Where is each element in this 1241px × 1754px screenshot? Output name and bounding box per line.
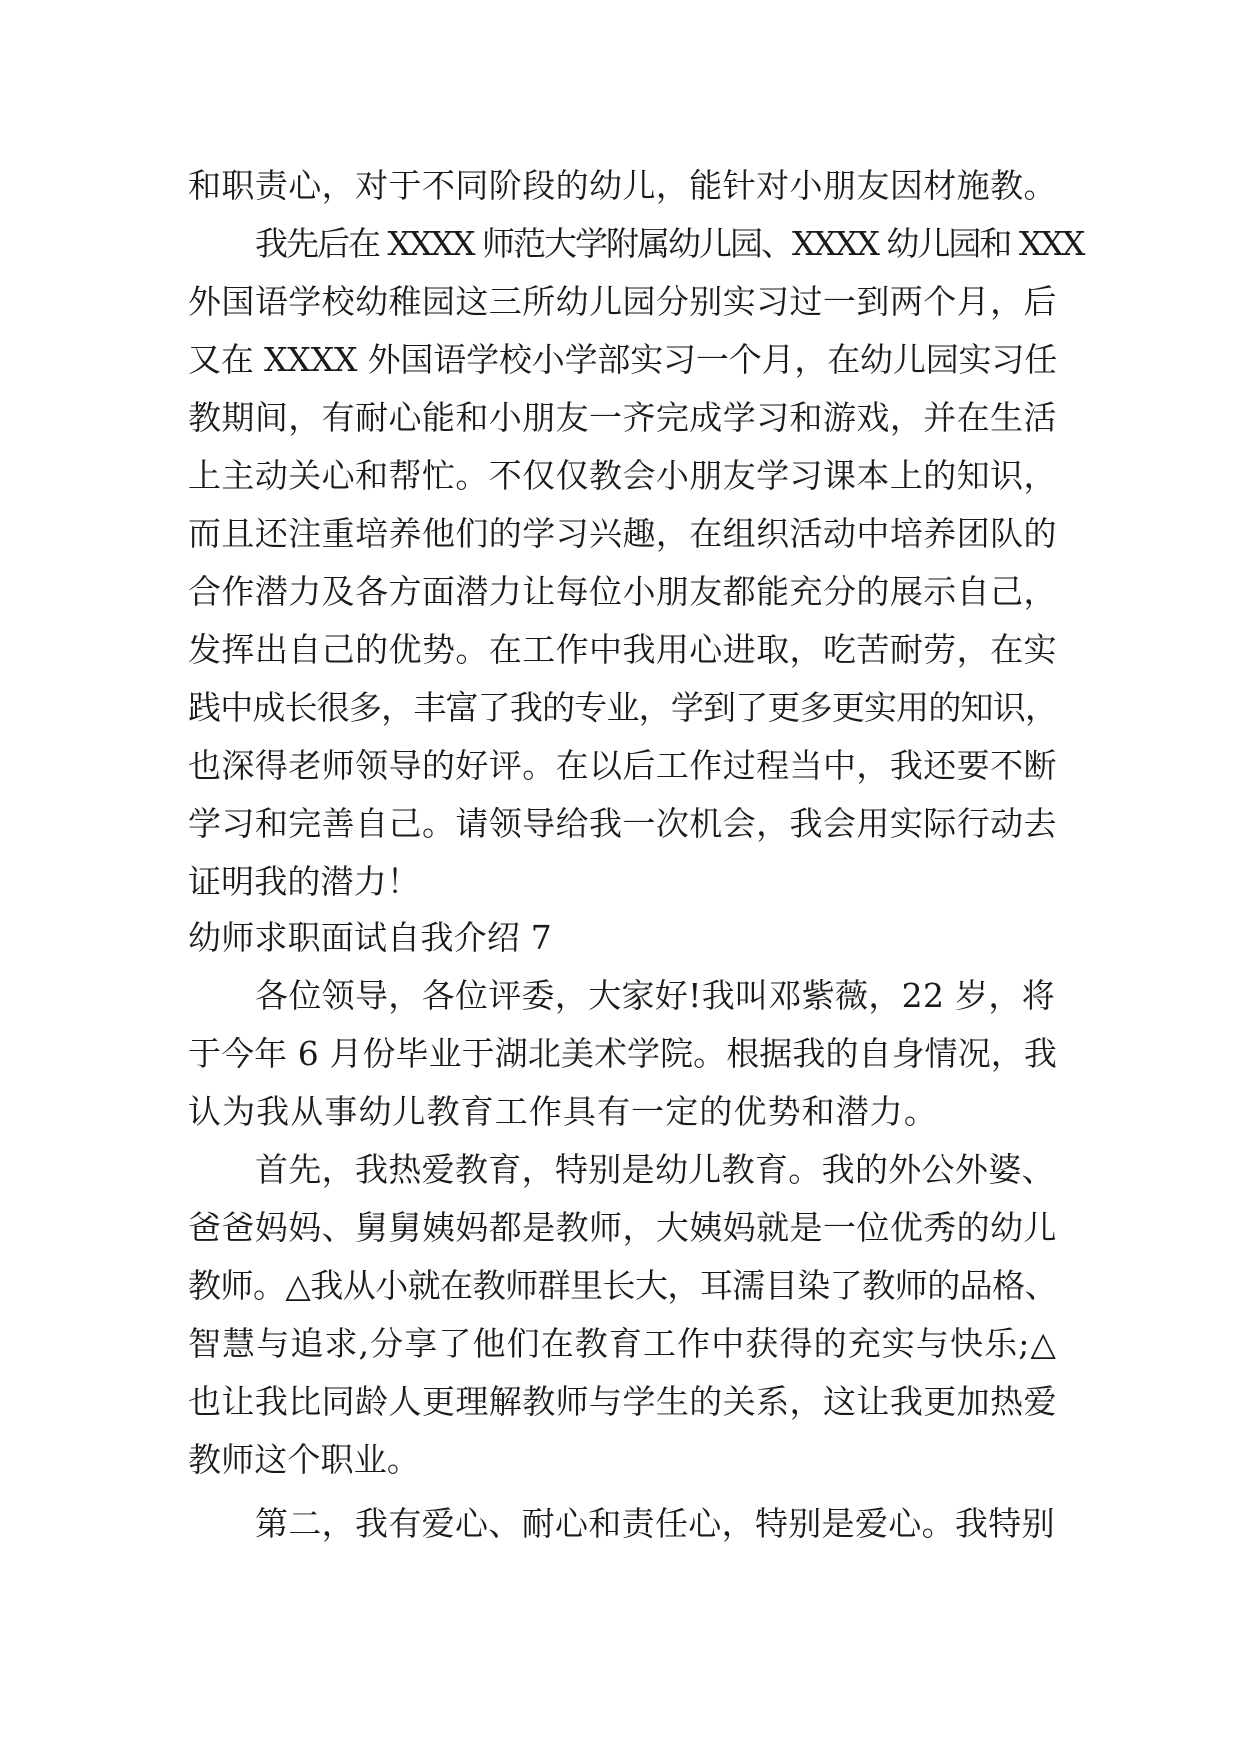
line-text: 而且还注重培养他们的学习兴趣，在组织活动中培养团队的 — [188, 514, 1057, 553]
line-text: 首先，我热爱教育，特别是幼儿教育。我的外公外婆、 — [255, 1150, 1055, 1189]
line-text: 也让我比同龄人更理解教师与学生的关系，这让我更加热爱 — [188, 1382, 1057, 1421]
line-text: 又在 XXXX 外国语学校小学部实习一个月，在幼儿园实习任 — [188, 340, 1058, 379]
line-text: 外国语学校幼稚园这三所幼儿园分别实习过一到两个月，后 — [188, 282, 1057, 321]
line-text: 发挥出自己的优势。在工作中我用心进取，吃苦耐劳，在实 — [188, 630, 1057, 669]
text-line — [0, 972, 1241, 1020]
line-text: 合作潜力及各方面潜力让每位小朋友都能充分的展示自己， — [188, 572, 1057, 611]
line-text: 学习和完善自己。请领导给我一次机会，我会用实际行动去 — [188, 804, 1057, 843]
line-text: 于今年 6 月份毕业于湖北美术学院。根据我的自身情况，我 — [188, 1034, 1057, 1073]
line-text: 教师。△我从小就在教师群里长大，耳濡目染了教师的品格、 — [188, 1266, 1058, 1305]
text-line — [0, 1320, 1241, 1368]
text-line — [0, 568, 1241, 616]
text-line — [0, 1436, 1241, 1484]
text-line — [0, 452, 1241, 500]
text-line — [0, 1088, 1241, 1136]
line-text: 践中成长很多，丰富了我的专业，学到了更多更实用的知识， — [188, 688, 1058, 727]
line-text: 上主动关心和帮忙。不仅仅教会小朋友学习课本上的知识， — [188, 456, 1057, 495]
text-line — [0, 1500, 1241, 1548]
line-text: 各位领导，各位评委，大家好!我叫邓紫薇，22 岁，将 — [255, 976, 1056, 1015]
line-text: 认为我从事幼儿教育工作具有一定的优势和潜力。 — [188, 1092, 938, 1131]
text-line — [0, 1030, 1241, 1078]
line-text: 智慧与追求,分享了他们在教育工作中获得的充实与快乐;△ — [188, 1324, 1057, 1363]
line-text: 也深得老师领导的好评。在以后工作过程当中，我还要不断 — [188, 746, 1057, 785]
text-line — [0, 220, 1241, 268]
text-line — [0, 162, 1241, 210]
text-line — [0, 1262, 1241, 1310]
text-line — [0, 800, 1241, 848]
text-line — [0, 742, 1241, 790]
text-line — [0, 510, 1241, 558]
line-text: 证明我的潜力！ — [188, 862, 420, 901]
line-text: 教期间，有耐心能和小朋友一齐完成学习和游戏，并在生活 — [188, 398, 1057, 437]
text-line — [0, 1204, 1241, 1252]
text-line — [0, 858, 1241, 906]
text-line — [0, 1378, 1241, 1426]
line-text: 教师这个职业。 — [188, 1440, 420, 1479]
text-line — [0, 394, 1241, 442]
line-text: 第二，我有爱心、耐心和责任心，特别是爱心。我特别 — [255, 1504, 1055, 1543]
text-line — [0, 278, 1241, 326]
text-line — [0, 1146, 1241, 1194]
text-line — [0, 914, 1241, 962]
line-text: 爸爸妈妈、舅舅姨妈都是教师，大姨妈就是一位优秀的幼儿 — [188, 1208, 1057, 1247]
line-text: 我先后在 XXXX 师范大学附属幼儿园、XXXX 幼儿园和 XXX — [255, 224, 1084, 263]
section-heading: 幼师求职面试自我介绍 7 — [188, 918, 553, 957]
text-line — [0, 684, 1241, 732]
text-line — [0, 626, 1241, 674]
line-text: 和职责心，对于不同阶段的幼儿，能针对小朋友因材施教。 — [188, 166, 1057, 205]
text-line — [0, 336, 1241, 384]
